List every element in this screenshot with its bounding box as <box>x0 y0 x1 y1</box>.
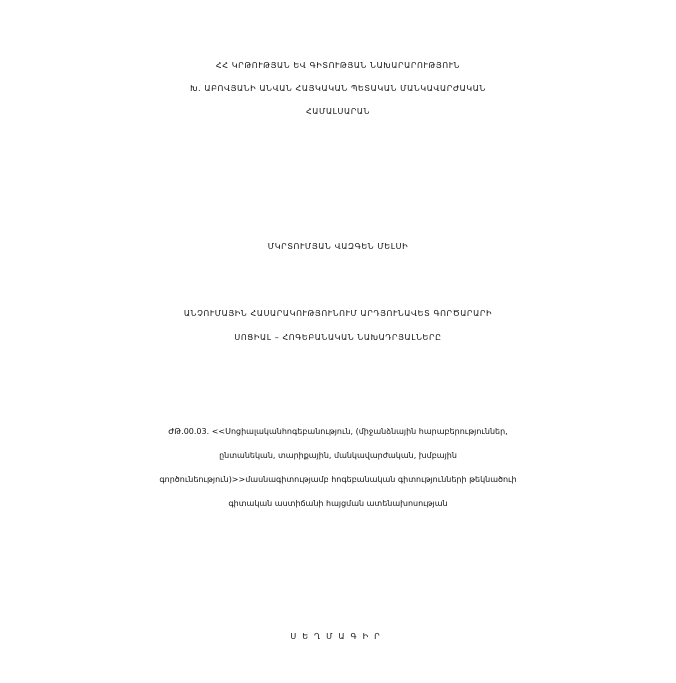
university-name-continued: ՀԱՄԱԼՍԱՐԱՆ <box>305 107 371 116</box>
university-name: Խ. ԱԲՈՎՅԱՆԻ ԱՆՎԱՆ ՀԱՅԿԱԿԱՆ ՊԵՏԱԿԱՆ ՄԱՆԿԱՎԱՐԺԱԿԱՆ <box>190 84 486 93</box>
thesis-title <box>0 302 676 350</box>
thesis-title-line-2: ՍՈՑԻԱԼ – ՀՈԳԵԲԱՆԱԿԱՆ ՆԱԽԱԴՐՅԱԼՆԵՐԸ <box>234 333 442 342</box>
specialty-description <box>0 420 676 516</box>
specialty-line-4: գիտական աստիճանի հայցման ատենախոսության <box>228 499 448 508</box>
author-name: ՄԿՐՏՈՒՄՅԱՆ ՎԱԶԳԵՆ ՄԵԼՍԻ <box>267 242 409 251</box>
specialty-line-3: գործունեություն)>>մասնագիտությամբ հոգեբանական գիտությունների թեկնածուի <box>159 475 517 484</box>
thesis-title-line-1: ԱՆՉՈՒՄԱՅԻՆ ՀԱՍԱՐԱԿՈՒԹՅՈՒՆՈՒՄ ԱՐԴՅՈՒՆԱՎԵՏ ԳՈՐԾԱՐԱՐԻ <box>183 309 493 318</box>
ministry-name: ՀՀ ԿՐԹՈՒԹՅԱՆ ԵՎ ԳԻՏՈՒԹՅԱՆ ՆԱԽԱՐԱՐՈՒԹՅՈՒՆ <box>215 61 461 70</box>
ministry-header <box>0 54 676 123</box>
specialty-line-2: ընտանեկան, տարիքային, մանկավարժական, խմբային <box>219 451 457 460</box>
document-type <box>0 624 676 650</box>
specialty-line-1: ԺԹ.00.03. <<Սոցիալականհոգեբանություն, (միջանձնային հարաբերություններ, <box>168 427 508 436</box>
document-type-label: ՍԵՂՄԱԳԻՐ <box>290 632 386 641</box>
author-block <box>0 235 676 259</box>
